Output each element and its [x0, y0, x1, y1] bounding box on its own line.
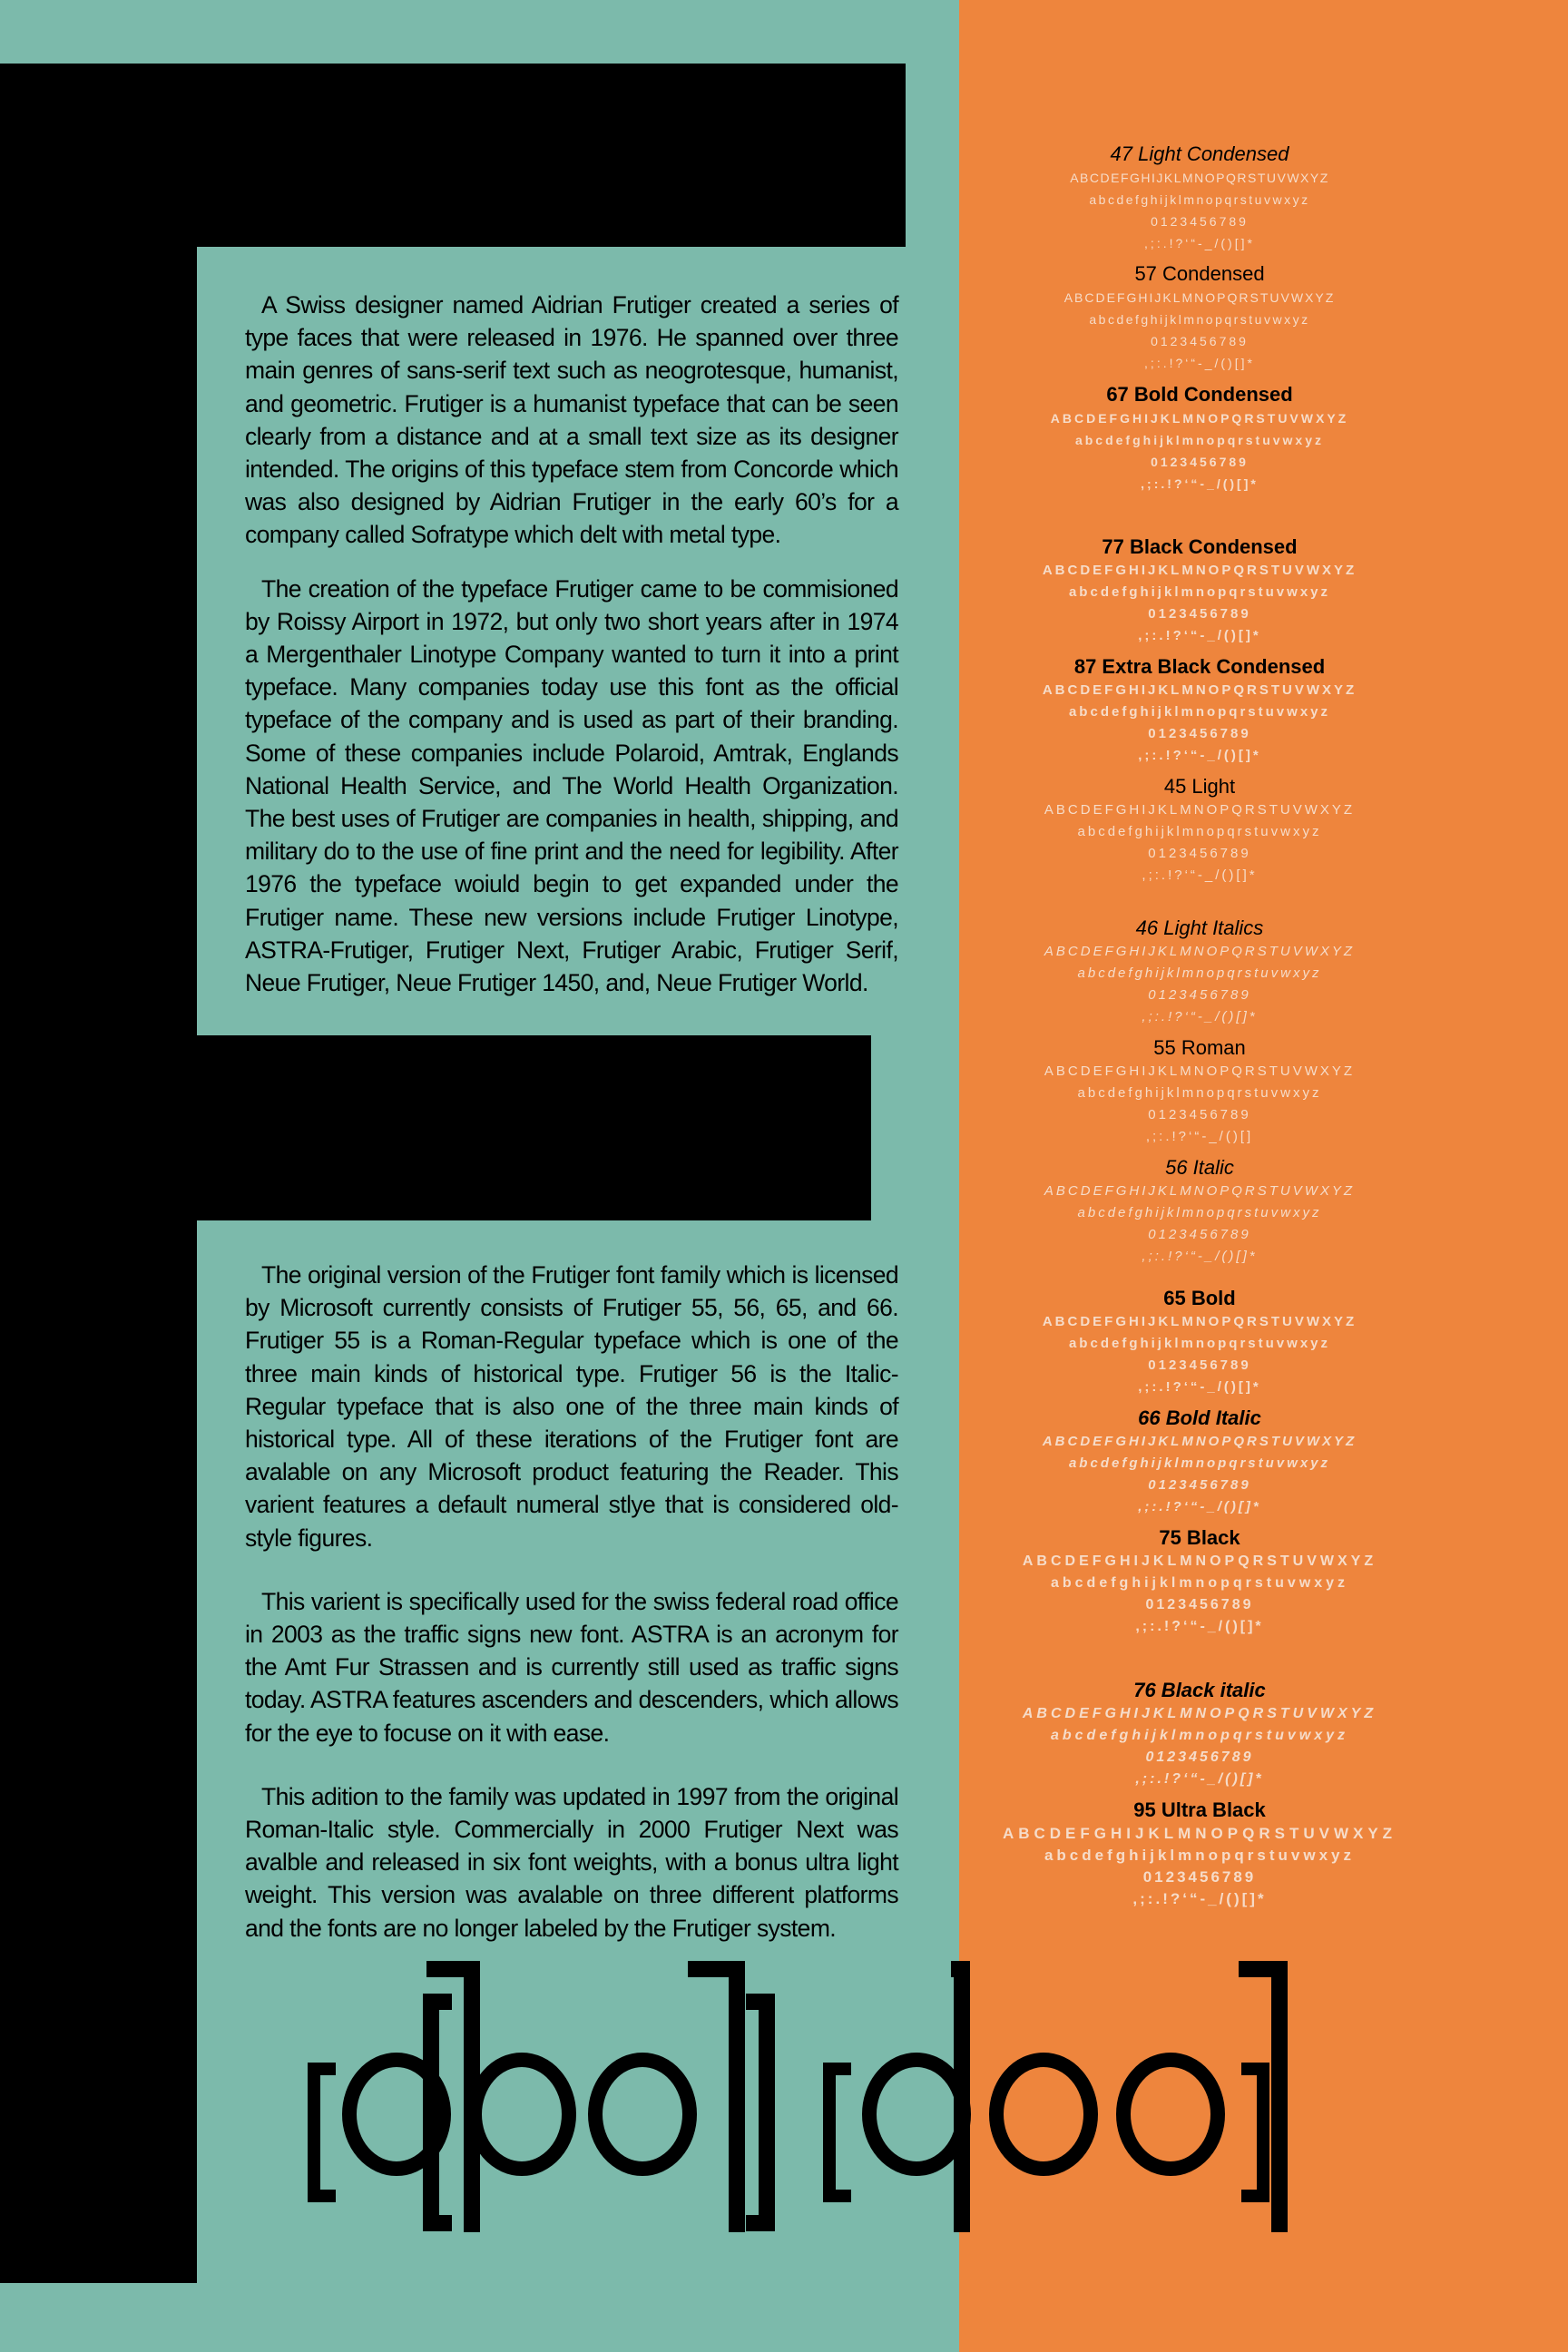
- specimen-lowercase: abcdefghijklmnopqrstuvwxyz: [1044, 1847, 1356, 1864]
- specimen-digits: 0123456789: [1151, 214, 1249, 229]
- specimen-45-light: [959, 774, 1440, 887]
- specimen-title: 75 Black: [1159, 1526, 1240, 1549]
- specimen-title: 57 Condensed: [1134, 262, 1265, 285]
- specimen-digits: 0123456789: [1145, 1749, 1254, 1765]
- specimen-title: 56 Italic: [1165, 1156, 1234, 1179]
- specimen-title: 47 Light Condensed: [1110, 142, 1289, 165]
- specimen-title: 65 Bold: [1163, 1287, 1236, 1309]
- specimen-digits: 0123456789: [1142, 1868, 1257, 1886]
- specimen-46-light-italics: [959, 916, 1440, 1028]
- specimen-uppercase: ABCDEFGHIJKLMNOPQRSTUVWXYZ: [1063, 290, 1336, 305]
- specimen-67-bold-condensed: [959, 382, 1440, 495]
- specimen-title: 87 Extra Black Condensed: [1073, 655, 1326, 678]
- specimen-digits: 0123456789: [1148, 1107, 1251, 1122]
- specimen-punctuation: ,;:.!?‘“-_/()[]*: [1142, 1249, 1258, 1264]
- specimen-digits: 0123456789: [1148, 1477, 1251, 1493]
- specimen-lowercase: abcdefghijklmnopqrstuvwxyz: [1077, 965, 1322, 981]
- article-text-upper: [245, 289, 898, 1020]
- paragraph-frutiger-next: This adition to the family was updated in 1997 from the original Roman-Italic style. Commercially in 2000 Frutiger Next was avalble and released in six font weights, with a bonus ultra light weight. This version was avalable on three different platforms and the fonts are no longer labeled by the Frutiger system.: [245, 1782, 898, 1942]
- specimen-digits: 0123456789: [1148, 726, 1251, 741]
- specimen-uppercase: ABCDEFGHIJKLMNOPQRSTUVWXYZ: [1042, 563, 1357, 578]
- specimen-lowercase: abcdefghijklmnopqrstuvwxyz: [1077, 824, 1322, 839]
- specimen-57-condensed: [959, 261, 1440, 374]
- specimen-uppercase: ABCDEFGHIJKLMNOPQRSTUVWXYZ: [1002, 1825, 1397, 1842]
- specimen-digits: 0123456789: [1145, 1597, 1254, 1612]
- bracket-shape: [314, 2069, 336, 2196]
- specimen-uppercase: ABCDEFGHIJKLMNOPQRSTUVWXYZ: [1070, 171, 1329, 185]
- bracket-shape: [829, 2069, 851, 2196]
- article-text-lower: [245, 1259, 898, 1965]
- specimen-digits: 0123456789: [1151, 455, 1249, 469]
- specimen-digits: 0123456789: [1148, 1227, 1251, 1242]
- specimen-lowercase: abcdefghijklmnopqrstuvwxyz: [1068, 1336, 1331, 1351]
- specimen-76-black-italic: [959, 1678, 1440, 1790]
- letter-o-shape: [1123, 2060, 1218, 2169]
- specimen-uppercase: ABCDEFGHIJKLMNOPQRSTUVWXYZ: [1042, 1434, 1357, 1449]
- specimen-punctuation: ,;:.!?‘“-_/()[]*: [1141, 476, 1259, 491]
- specimen-digits: 0123456789: [1151, 334, 1249, 348]
- specimen-punctuation: ,;:.!?‘“-_/()[]*: [1144, 236, 1255, 250]
- specimen-uppercase: ABCDEFGHIJKLMNOPQRSTUVWXYZ: [1044, 1183, 1356, 1199]
- specimen-uppercase: ABCDEFGHIJKLMNOPQRSTUVWXYZ: [1022, 1553, 1377, 1569]
- specimen-uppercase: ABCDEFGHIJKLMNOPQRSTUVWXYZ: [1044, 1063, 1356, 1079]
- specimen-title: 95 Ultra Black: [1133, 1798, 1266, 1821]
- specimen-title: 55 Roman: [1153, 1036, 1246, 1059]
- specimen-title: 77 Black Condensed: [1102, 535, 1298, 558]
- specimen-66-bold-italic: [959, 1406, 1440, 1518]
- specimen-title: 76 Black italic: [1133, 1679, 1266, 1701]
- specimen-uppercase: ABCDEFGHIJKLMNOPQRSTUVWXYZ: [1042, 682, 1357, 698]
- specimen-lowercase: abcdefghijklmnopqrstuvwxyz: [1050, 1575, 1349, 1591]
- specimen-digits: 0123456789: [1148, 1357, 1251, 1373]
- specimen-lowercase: abcdefghijklmnopqrstuvwxyz: [1068, 1455, 1331, 1471]
- bracket-shape: [1241, 2069, 1263, 2196]
- specimen-56-italic: [959, 1155, 1440, 1268]
- specimen-lowercase: abcdefghijklmnopqrstuvwxyz: [1089, 312, 1310, 327]
- specimen-punctuation: ,;:.!?‘“-_/()[]*: [1138, 748, 1261, 763]
- specimen-punctuation: ,;:.!?‘“-_/()[]*: [1135, 1619, 1264, 1634]
- specimen-punctuation: ,;:.!?‘“-_/()[]*: [1142, 867, 1258, 883]
- specimen-punctuation: ,;:.!?‘“-_/()[]*: [1144, 356, 1255, 370]
- letter-o-shape: [595, 2060, 690, 2169]
- specimen-lowercase: abcdefghijklmnopqrstuvwxyz: [1074, 433, 1325, 447]
- specimen-punctuation: ,;:.!?‘“-_/()[]*: [1138, 1379, 1261, 1395]
- letter-o-shape: [869, 2060, 964, 2169]
- specimen-47-light-condensed: [959, 142, 1440, 254]
- specimen-uppercase: ABCDEFGHIJKLMNOPQRSTUVWXYZ: [1050, 411, 1349, 426]
- specimen-75-black: [959, 1525, 1440, 1638]
- paragraph-origins: A Swiss designer named Aidrian Frutiger created a series of type faces that were released in 1976. He spanned over three main genres of sans-serif text such as neogrotesque, humanist, and geometric. Frutiger is a humanist typeface that can be seen clearly from a distance and at a small text size as its designer intended. The origins of this typeface stem from Concorde which was also designed by Aidrian Frutiger in the early 60’s for a company called Sofratype which delt with metal type.: [245, 291, 898, 549]
- specimen-55-roman: [959, 1035, 1440, 1148]
- bracket-letterform-graphic: [0, 1951, 1568, 2314]
- specimen-punctuation: ,;:.!?‘“-_/()[]*: [1135, 1771, 1264, 1787]
- specimen-title: 67 Bold Condensed: [1106, 383, 1293, 406]
- specimen-uppercase: ABCDEFGHIJKLMNOPQRSTUVWXYZ: [1022, 1706, 1377, 1721]
- specimen-title: 46 Light Italics: [1135, 916, 1264, 939]
- specimen-lowercase: abcdefghijklmnopqrstuvwxyz: [1050, 1728, 1349, 1743]
- letter-o-shape: [996, 2060, 1091, 2169]
- specimen-77-black-condensed: [959, 534, 1440, 647]
- specimen-lowercase: abcdefghijklmnopqrstuvwxyz: [1077, 1085, 1322, 1101]
- specimen-87-extra-black-condensed: [959, 654, 1440, 767]
- paragraph-history: The creation of the typeface Frutiger came to be commisioned by Roissy Airport in 1972, but only two short years after in 1974 a Mergenthaler Linotype Company wanted to turn it into a print typeface. Many companies today use this font as the official typeface of the company and is used as part of their branding. Some of these companies include Polaroid, Amtrak, Englands National Health Service, and The World Health Organization. The best uses of Frutiger are companies in health, shipping, and military do to the use of fine print and the need for legibility. After 1976 the typeface woiuld begin to get expanded under the Frutiger name. These new versions include Frutiger Linotype, ASTRA-Frutiger, Frutiger Next, Frutiger Arabic, Frutiger Serif, Neue Frutiger, Neue Frutiger 1450, and, Neue Frutiger World.: [245, 574, 898, 997]
- specimen-95-ultra-black: [959, 1798, 1440, 1910]
- specimen-title: 66 Bold Italic: [1138, 1406, 1261, 1429]
- specimen-punctuation: ,;:.!?‘“-_/()[]*: [1138, 1499, 1261, 1514]
- letter-o-shape: [475, 2060, 569, 2169]
- specimen-lowercase: abcdefghijklmnopqrstuvwxyz: [1068, 584, 1331, 600]
- specimen-uppercase: ABCDEFGHIJKLMNOPQRSTUVWXYZ: [1042, 1314, 1357, 1329]
- specimen-digits: 0123456789: [1148, 606, 1251, 622]
- paragraph-microsoft-version: The original version of the Frutiger font family which is licensed by Microsoft currently consists of Frutiger 55, 56, 65, and 66. Frutiger 55 is a Roman-Regular typeface which is one of the three main kinds of historical type. Frutiger 56 is the Italic-Regular typeface that is also one of the three main kinds of historical type. All of these iterations of the Frutiger font are avalable on any Microsoft product featuring the Reader. This varient features a default numeral stlye that is considered old-style figures.: [245, 1261, 898, 1552]
- specimen-title: 45 Light: [1163, 775, 1236, 798]
- specimen-uppercase: ABCDEFGHIJKLMNOPQRSTUVWXYZ: [1044, 802, 1356, 818]
- specimen-digits: 0123456789: [1148, 846, 1251, 861]
- specimen-punctuation: ,;:.!?‘“-_/()[]*: [1142, 1009, 1258, 1024]
- specimen-digits: 0123456789: [1148, 987, 1251, 1003]
- paragraph-astra: This varient is specifically used for the swiss federal road office in 2003 as the traffic signs new font. ASTRA is an acronym for the Amt Fur Strassen and is currently still used as traffic signs today. ASTRA features ascenders and descenders, which allows for the eye to focuse on it with ease.: [245, 1587, 898, 1747]
- bracket-shape: [746, 2002, 767, 2223]
- specimen-punctuation: ,;:.!?‘“-_/()[]*: [1138, 628, 1261, 643]
- specimen-65-bold: [959, 1286, 1440, 1398]
- specimen-uppercase: ABCDEFGHIJKLMNOPQRSTUVWXYZ: [1044, 944, 1356, 959]
- specimen-lowercase: abcdefghijklmnopqrstuvwxyz: [1089, 192, 1310, 207]
- specimen-punctuation: ,;:.!?‘“-_/()[]*: [1132, 1890, 1267, 1907]
- specimen-punctuation: ,;:.!?‘“-_/()[]: [1145, 1129, 1254, 1144]
- specimen-lowercase: abcdefghijklmnopqrstuvwxyz: [1068, 704, 1331, 720]
- specimen-lowercase: abcdefghijklmnopqrstuvwxyz: [1077, 1205, 1322, 1220]
